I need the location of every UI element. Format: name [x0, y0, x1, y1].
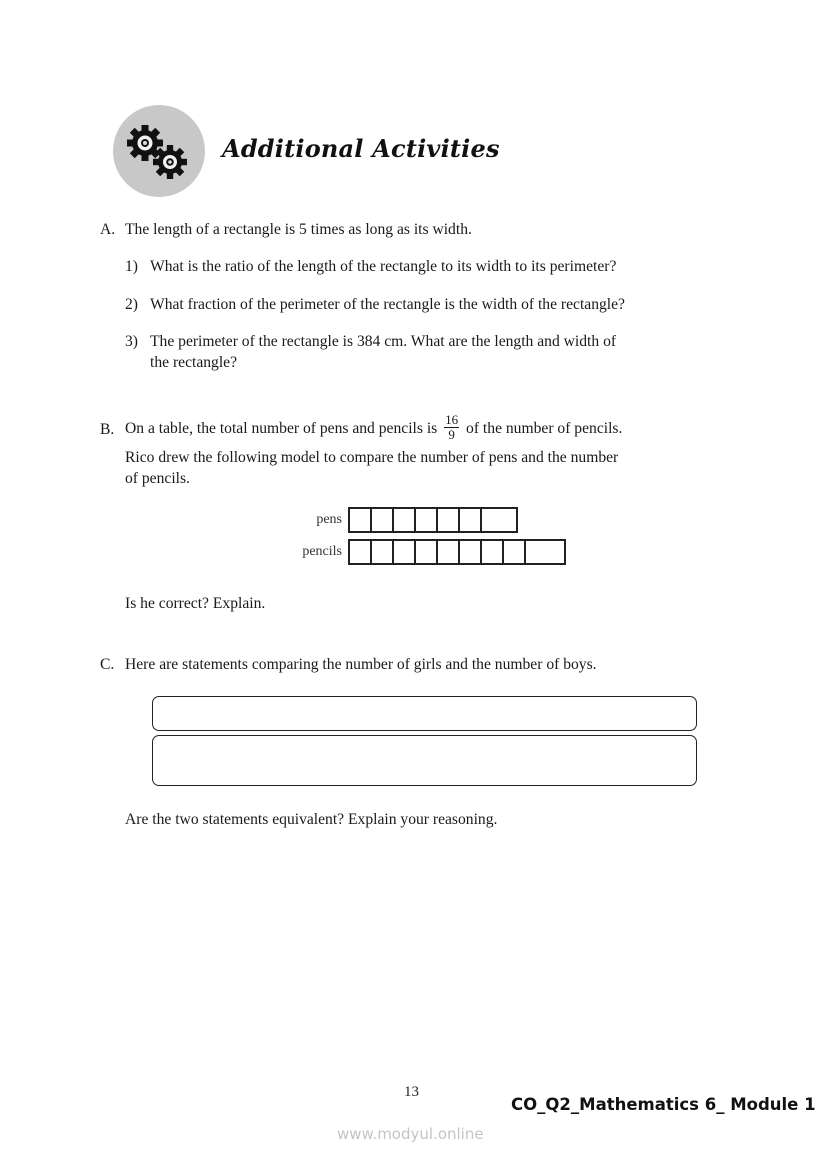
statement-box-1 [152, 696, 697, 731]
page-number: 13 [404, 1084, 419, 1100]
section-b-text-before: On a table, the total number of pens and pencils is [125, 420, 438, 437]
tape-unit-pens [438, 509, 460, 531]
watermark: www.modyul.online [337, 1125, 484, 1143]
tape-pencils [348, 539, 566, 565]
tape-label-pens: pens [316, 512, 342, 527]
section-b-question: Is he correct? Explain. [125, 595, 266, 612]
item-a3-text-line1: The perimeter of the rectangle is 384 cm. What are the length and width of [150, 333, 617, 350]
section-a-label: A. [100, 221, 116, 238]
fraction-numerator: 16 [445, 411, 459, 427]
tape-unit-pencils [482, 541, 504, 563]
fraction [444, 413, 459, 442]
item-a1-text: What is the ratio of the length of the rectangle to its width to its perimeter? [150, 258, 617, 275]
tape-unit-pencils [394, 541, 416, 563]
item-a2-text: What fraction of the perimeter of the rectangle is the width of the rectangle? [150, 296, 625, 313]
fraction-denominator: 9 [448, 426, 455, 442]
item-a1-number: 1) [125, 258, 138, 275]
tape-label-pencils: pencils [302, 544, 342, 559]
item-a2-number: 2) [125, 296, 138, 313]
tape-unit-pens [372, 509, 394, 531]
tape-unit-pencils [526, 541, 548, 563]
section-b-line1 [125, 412, 622, 446]
tape-unit-pencils [438, 541, 460, 563]
tape-unit-pencils [350, 541, 372, 563]
tape-unit-pens [416, 509, 438, 531]
section-b-text-after: of the number of pencils. [466, 420, 623, 437]
section-c-text: Here are statements comparing the number of girls and the number of boys. [125, 656, 597, 673]
section-b-line2: Rico drew the following model to compare the number of pens and the number [125, 449, 619, 466]
gear-small-icon [153, 145, 187, 179]
tape-unit-pens [460, 509, 482, 531]
section-b-line3: of pencils. [125, 470, 190, 487]
tape-unit-pens [482, 509, 504, 531]
section-b-label: B. [100, 421, 115, 438]
section-c-question: Are the two statements equivalent? Explain your reasoning. [125, 811, 498, 828]
tape-unit-pencils [504, 541, 526, 563]
item-a3-text-line2: the rectangle? [150, 354, 238, 371]
section-title: Additional Activities [222, 134, 500, 163]
tape-unit-pens [350, 509, 372, 531]
tape-unit-pencils [372, 541, 394, 563]
tape-unit-pencils [416, 541, 438, 563]
gear-large-icon [127, 125, 163, 161]
module-code: CO_Q2_Mathematics 6_ Module 1 [511, 1095, 816, 1114]
tape-pens [348, 507, 518, 533]
tape-unit-pencils [460, 541, 482, 563]
item-a3-number: 3) [125, 333, 138, 350]
gears-icon [113, 105, 205, 197]
section-c-label: C. [100, 656, 115, 673]
gears-icon-graphic [113, 105, 205, 197]
tape-unit-pens [394, 509, 416, 531]
section-a-text: The length of a rectangle is 5 times as long as its width. [125, 221, 472, 238]
statement-box-2 [152, 735, 697, 786]
